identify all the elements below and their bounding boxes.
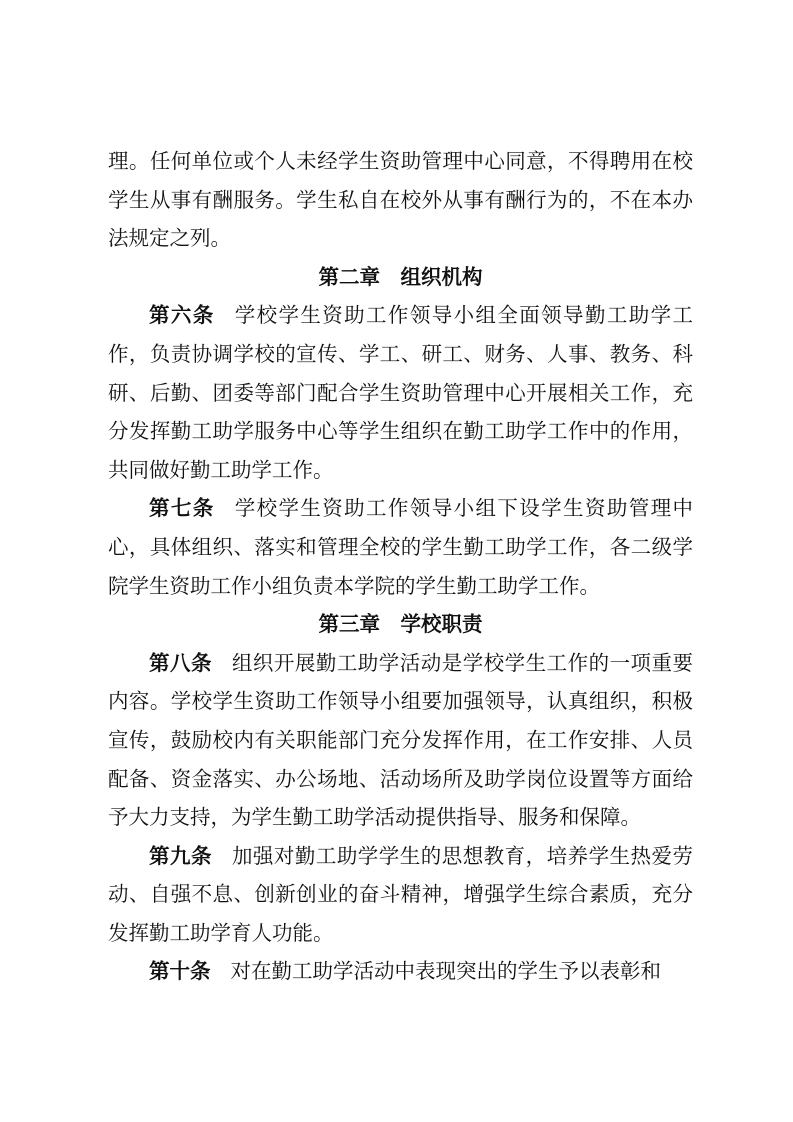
chapter-heading-2: 第二章 组织机构 (318, 264, 483, 289)
article-7 (108, 489, 693, 605)
article-number: 第八条 (149, 650, 212, 675)
article-body: 对在勤工助学活动中表现突出的学生予以表彰和 (230, 959, 661, 984)
article-8 (108, 644, 693, 837)
article-number: 第七条 (149, 496, 215, 521)
article-9 (108, 837, 693, 953)
article-body: 加强对勤工助学学生的思想教育，培养学生热爱劳动、自强不息、创新创业的奋斗精神，增强学生综合素质，充分发挥勤工助学育人功能。 (108, 843, 693, 945)
article-body: 组织开展勤工助学活动是学校学生工作的一项重要内容。学校学生资助工作领导小组要加强领导，认真组织，积极宣传，鼓励校内有关职能部门充分发挥作用，在工作安排、人员配备、资金落实、办公场地、活动场所及助学岗位设置等方面给予大力支持，为学生勤工助学活动提供指导、服务和保障。 (108, 650, 693, 830)
article-body: 学校学生资助工作领导小组下设学生资助管理中心，具体组织、落实和管理全校的学生勤工助学工作，各二级学院学生资助工作小组负责本学院的学生勤工助学工作。 (108, 496, 694, 598)
article-body: 学校学生资助工作领导小组全面领导勤工助学工作，负责协调学校的宣传、学工、研工、财务、人事、教务、科研、后勤、团委等部门配合学生资助管理中心开展相关工作，充分发挥勤工助学服务中心等学生组织在勤工助学工作中的作用，共同做好勤工助学工作。 (108, 303, 694, 482)
article-number: 第九条 (149, 843, 212, 868)
chapter-heading-3: 第三章 学校职责 (318, 612, 483, 637)
continuation-paragraph: 理。任何单位或个人未经学生资助管理中心同意，不得聘用在校学生从事有酬服务。学生私自在校外从事有酬行为的，不在本办法规定之列。 (108, 149, 693, 251)
article-10 (108, 952, 693, 991)
article-6 (108, 296, 693, 489)
article-number: 第十条 (149, 959, 211, 984)
article-number: 第六条 (149, 303, 215, 328)
